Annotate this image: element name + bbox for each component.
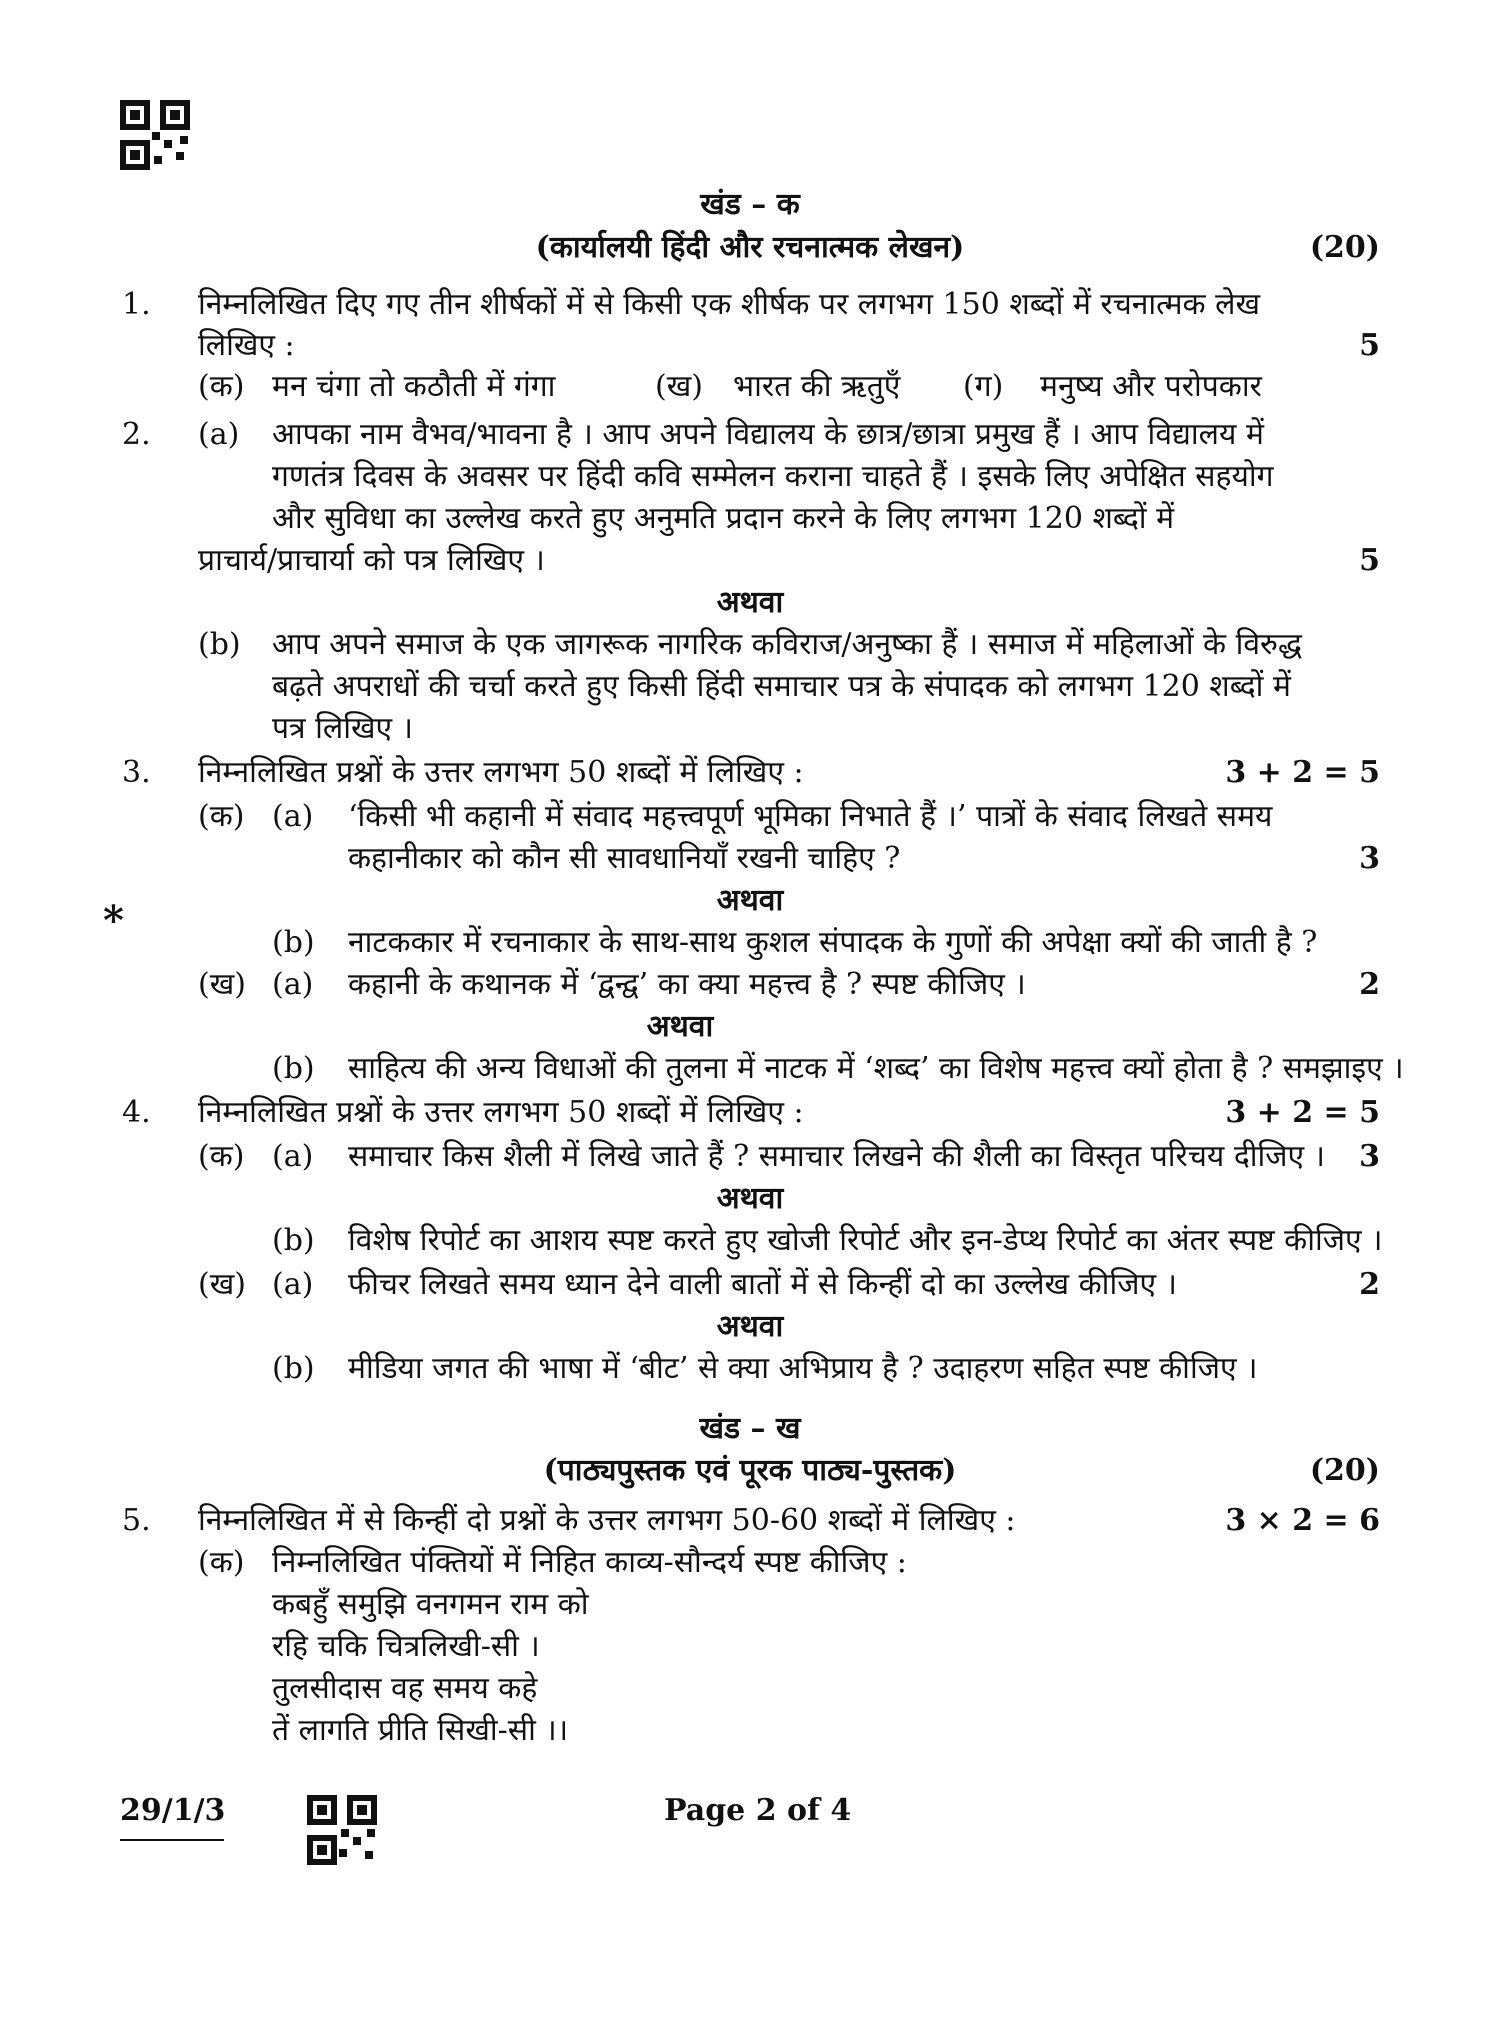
section-a-heading: खंड – क [700,187,800,222]
q1-marks: 5 [1359,328,1380,363]
q2-b-line: आप अपने समाज के एक जागरूक नागरिक कविराज/अनुष्का हैं । समाज में महिलाओं के विरुद्ध [272,627,1302,662]
q4-ka-a-label: (a) [272,1139,314,1174]
q4-kha-a-text: फीचर लिखते समय ध्यान देने वाली बातों में से किन्हीं दो का उल्लेख कीजिए । [348,1267,1177,1302]
q5-stem: निम्नलिखित में से किन्हीं दो प्रश्नों के उत्तर लगभग 50-60 शब्दों में लिखिए : [198,1503,1016,1538]
q2-a-line: प्राचार्य/प्राचार्या को पत्र लिखिए । [198,543,545,578]
q3-kha-label: (ख) [198,967,246,1002]
q2-b-line: पत्र लिखिए । [272,711,414,746]
q2-a-line: आपका नाम वैभव/भावना है । आप अपने विद्यालय के छात्र/छात्रा प्रमुख हैं । आप विद्यालय में [272,417,1264,452]
q1-option-c-label: (ग) [963,369,1004,404]
q5-ka-label: (क) [198,1545,245,1580]
q3-ka-b-text: नाटककार में रचनाकार के साथ-साथ कुशल संपादक के गुणों की अपेक्षा क्यों की जाती है ? [348,925,1318,960]
paper-code: 29/1/3 [120,1793,226,1828]
q4-ka-a-text: समाचार किस शैली में लिखे जाते हैं ? समाचार लिखने की शैली का विस्तृत परिचय दीजिए । [348,1139,1326,1174]
q4-ka-label: (क) [198,1139,245,1174]
q5-marks: 3 × 2 = 6 [1225,1503,1380,1538]
q2-number: 2. [122,417,151,452]
q4-number: 4. [122,1095,151,1130]
q3-ka-a-line: ‘किसी भी कहानी में संवाद महत्त्वपूर्ण भूमिका निभाते हैं ।’ पात्रों के संवाद लिखते समय [348,799,1273,834]
q3-kha-b-text: साहित्य की अन्य विधाओं की तुलना में नाटक में ‘शब्द’ का विशेष महत्त्व क्यों होता है ? समझाइए । [348,1051,1404,1086]
q3-ka-a-label: (a) [272,799,314,834]
paper-code-underline [120,1839,224,1841]
section-a-marks: (20) [1309,230,1380,265]
q3-kha-a-text: कहानी के कथानक में ‘द्वन्द्व’ का क्या महत्त्व है ? स्पष्ट कीजिए । [348,967,1026,1002]
section-a-subheading: (कार्यालयी हिंदी और रचनात्मक लेखन) [535,230,965,265]
page-number: Page 2 of 4 [664,1793,852,1828]
qr-code-top [120,100,190,170]
q3-stem: निम्नलिखित प्रश्नों के उत्तर लगभग 50 शब्दों में लिखिए : [198,755,804,790]
q2-a-line: गणतंत्र दिवस के अवसर पर हिंदी कवि सम्मेलन कराना चाहते हैं । इसके लिए अपेक्षित सहयोग [272,459,1274,494]
q1-number: 1. [122,287,151,322]
q4-or-2: अथवा [716,1309,784,1344]
q4-kha-b-label: (b) [272,1351,315,1386]
q3-kha-a-label: (a) [272,967,314,1002]
q5-number: 5. [122,1503,151,1538]
q3-or-1: अथवा [716,883,784,918]
q3-number: 3. [122,755,151,790]
q3-ka-b-label: (b) [272,925,315,960]
q2-b-line: बढ़ते अपराधों की चर्चा करते हुए किसी हिंदी समाचार पत्र के संपादक को लगभग 120 शब्दों में [272,669,1291,704]
q1-option-b: भारत की ऋतुएँ [733,369,901,404]
q3-ka-marks: 3 [1359,841,1380,876]
q2-b-label: (b) [198,627,241,662]
section-b-subheading: (पाठ्यपुस्तक एवं पूरक पाठ्य-पुस्तक) [543,1453,957,1488]
q5-poem-line: कबहुँ समुझि वनगमन राम को [272,1587,589,1622]
q4-ka-marks: 3 [1359,1139,1380,1174]
section-b-marks: (20) [1309,1453,1380,1488]
q2-a-label: (a) [198,417,240,452]
q4-ka-b-text: विशेष रिपोर्ट का आशय स्पष्ट करते हुए खोजी रिपोर्ट और इन-डेप्थ रिपोर्ट का अंतर स्पष्ट कीजिए । [348,1223,1383,1258]
q4-stem: निम्नलिखित प्रश्नों के उत्तर लगभग 50 शब्दों में लिखिए : [198,1095,804,1130]
q5-ka-text: निम्नलिखित पंक्तियों में निहित काव्य-सौन्दर्य स्पष्ट कीजिए : [272,1545,907,1580]
q5-poem-line: रहि चकि चित्रलिखी-सी । [272,1629,540,1664]
q2-a-line: और सुविधा का उल्लेख करते हुए अनुमति प्रदान करने के लिए लगभग 120 शब्दों में [272,501,1175,536]
q3-kha-b-label: (b) [272,1051,315,1086]
section-b-heading: खंड – ख [699,1411,801,1446]
q4-kha-a-label: (a) [272,1267,314,1302]
q3-or-2: अथवा [646,1009,714,1044]
q1-line1: निम्नलिखित दिए गए तीन शीर्षकों में से किसी एक शीर्षक पर लगभग 150 शब्दों में रचनात्मक लेख [198,287,1260,322]
q1-option-a-label: (क) [198,369,245,404]
q1-option-a: मन चंगा तो कठौती में गंगा [272,369,556,404]
q4-or-1: अथवा [716,1181,784,1216]
q2-or: अथवा [716,585,784,620]
q3-marks: 3 + 2 = 5 [1225,755,1380,790]
q1-option-b-label: (ख) [655,369,703,404]
q4-kha-b-text: मीडिया जगत की भाषा में ‘बीट’ से क्या अभिप्राय है ? उदाहरण सहित स्पष्ट कीजिए । [348,1351,1258,1386]
q3-ka-a-line: कहानीकार को कौन सी सावधानियाँ रखनी चाहिए ? [348,841,901,876]
qr-code-bottom [307,1795,377,1865]
q4-ka-b-label: (b) [272,1223,315,1258]
q5-poem-line: तें लागति प्रीति सिखी-सी ।। [272,1713,569,1748]
q5-poem-line: तुलसीदास वह समय कहे [272,1671,538,1706]
q4-marks: 3 + 2 = 5 [1225,1095,1380,1130]
q2-marks: 5 [1359,543,1380,578]
margin-asterisk: * [103,897,124,944]
q3-ka-label: (क) [198,799,245,834]
q1-option-c: मनुष्य और परोपकार [1040,369,1262,404]
q3-kha-marks: 2 [1359,967,1380,1002]
q1-line2: लिखिए : [198,328,295,363]
q4-kha-marks: 2 [1359,1267,1380,1302]
q4-kha-label: (ख) [198,1267,246,1302]
